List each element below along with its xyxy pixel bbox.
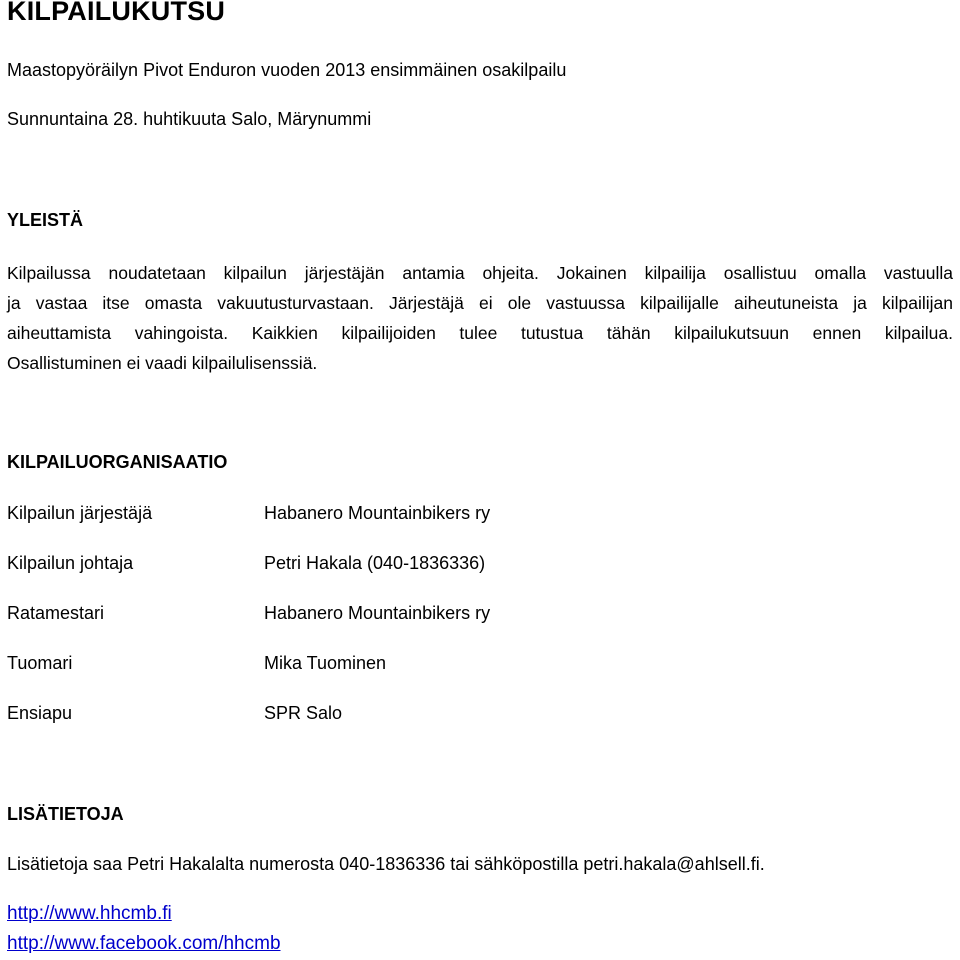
organization-label: Tuomari: [7, 653, 73, 673]
general-heading: YLEISTÄ: [7, 210, 84, 230]
paragraph-line: ja vastaa itse omasta vakuutusturvastaan. Järjestäjä ei ole vastuussa kilpailijalle aiheutuneista ja kilpailijan: [7, 293, 953, 313]
event-date-location: Sunnuntaina 28. huhtikuuta Salo, Märynummi: [7, 109, 372, 129]
paragraph-line: aiheuttamista vahingoista. Kaikkien kilpailijoiden tulee tutustua tähän kilpailukutsuun ennen kilpailua.: [7, 323, 953, 343]
organization-value: Petri Hakala (040-1836336): [264, 553, 486, 573]
organization-label: Ensiapu: [7, 703, 73, 723]
organization-value: Habanero Mountainbikers ry: [264, 503, 491, 523]
event-subtitle: Maastopyöräilyn Pivot Enduron vuoden 2013 ensimmäinen osakilpailu: [7, 60, 567, 80]
organization-heading: KILPAILUORGANISAATIO: [7, 452, 228, 472]
organization-row-organizer: [7, 503, 953, 527]
organization-row-course-master: [7, 603, 953, 627]
paragraph-line: Kilpailussa noudatetaan kilpailun järjestäjän antamia ohjeita. Jokainen kilpailija osallistuu omalla vastuulla: [7, 263, 953, 283]
facebook-link[interactable]: http://www.facebook.com/hhcmb: [7, 933, 281, 954]
organization-value: Mika Tuominen: [264, 653, 387, 673]
organization-value: SPR Salo: [264, 703, 343, 723]
info-heading: LISÄTIETOJA: [7, 804, 124, 824]
info-text: Lisätietoja saa Petri Hakalalta numerosta 040-1836336 tai sähköpostilla petri.hakala@ahlsell.fi.: [7, 854, 765, 874]
organization-label: Kilpailun johtaja: [7, 553, 134, 573]
organization-row-first-aid: [7, 703, 953, 727]
organization-label: Kilpailun järjestäjä: [7, 503, 153, 523]
organization-row-director: [7, 553, 953, 577]
organization-value: Habanero Mountainbikers ry: [264, 603, 491, 623]
organization-label: Ratamestari: [7, 603, 105, 623]
paragraph-line: Osallistuminen ei vaadi kilpailulisenssiä.: [7, 353, 318, 373]
organization-row-judge: [7, 653, 953, 677]
website-link[interactable]: http://www.hhcmb.fi: [7, 903, 172, 924]
general-paragraph: [7, 258, 953, 378]
document-title: KILPAILUKUTSU: [7, 0, 226, 26]
